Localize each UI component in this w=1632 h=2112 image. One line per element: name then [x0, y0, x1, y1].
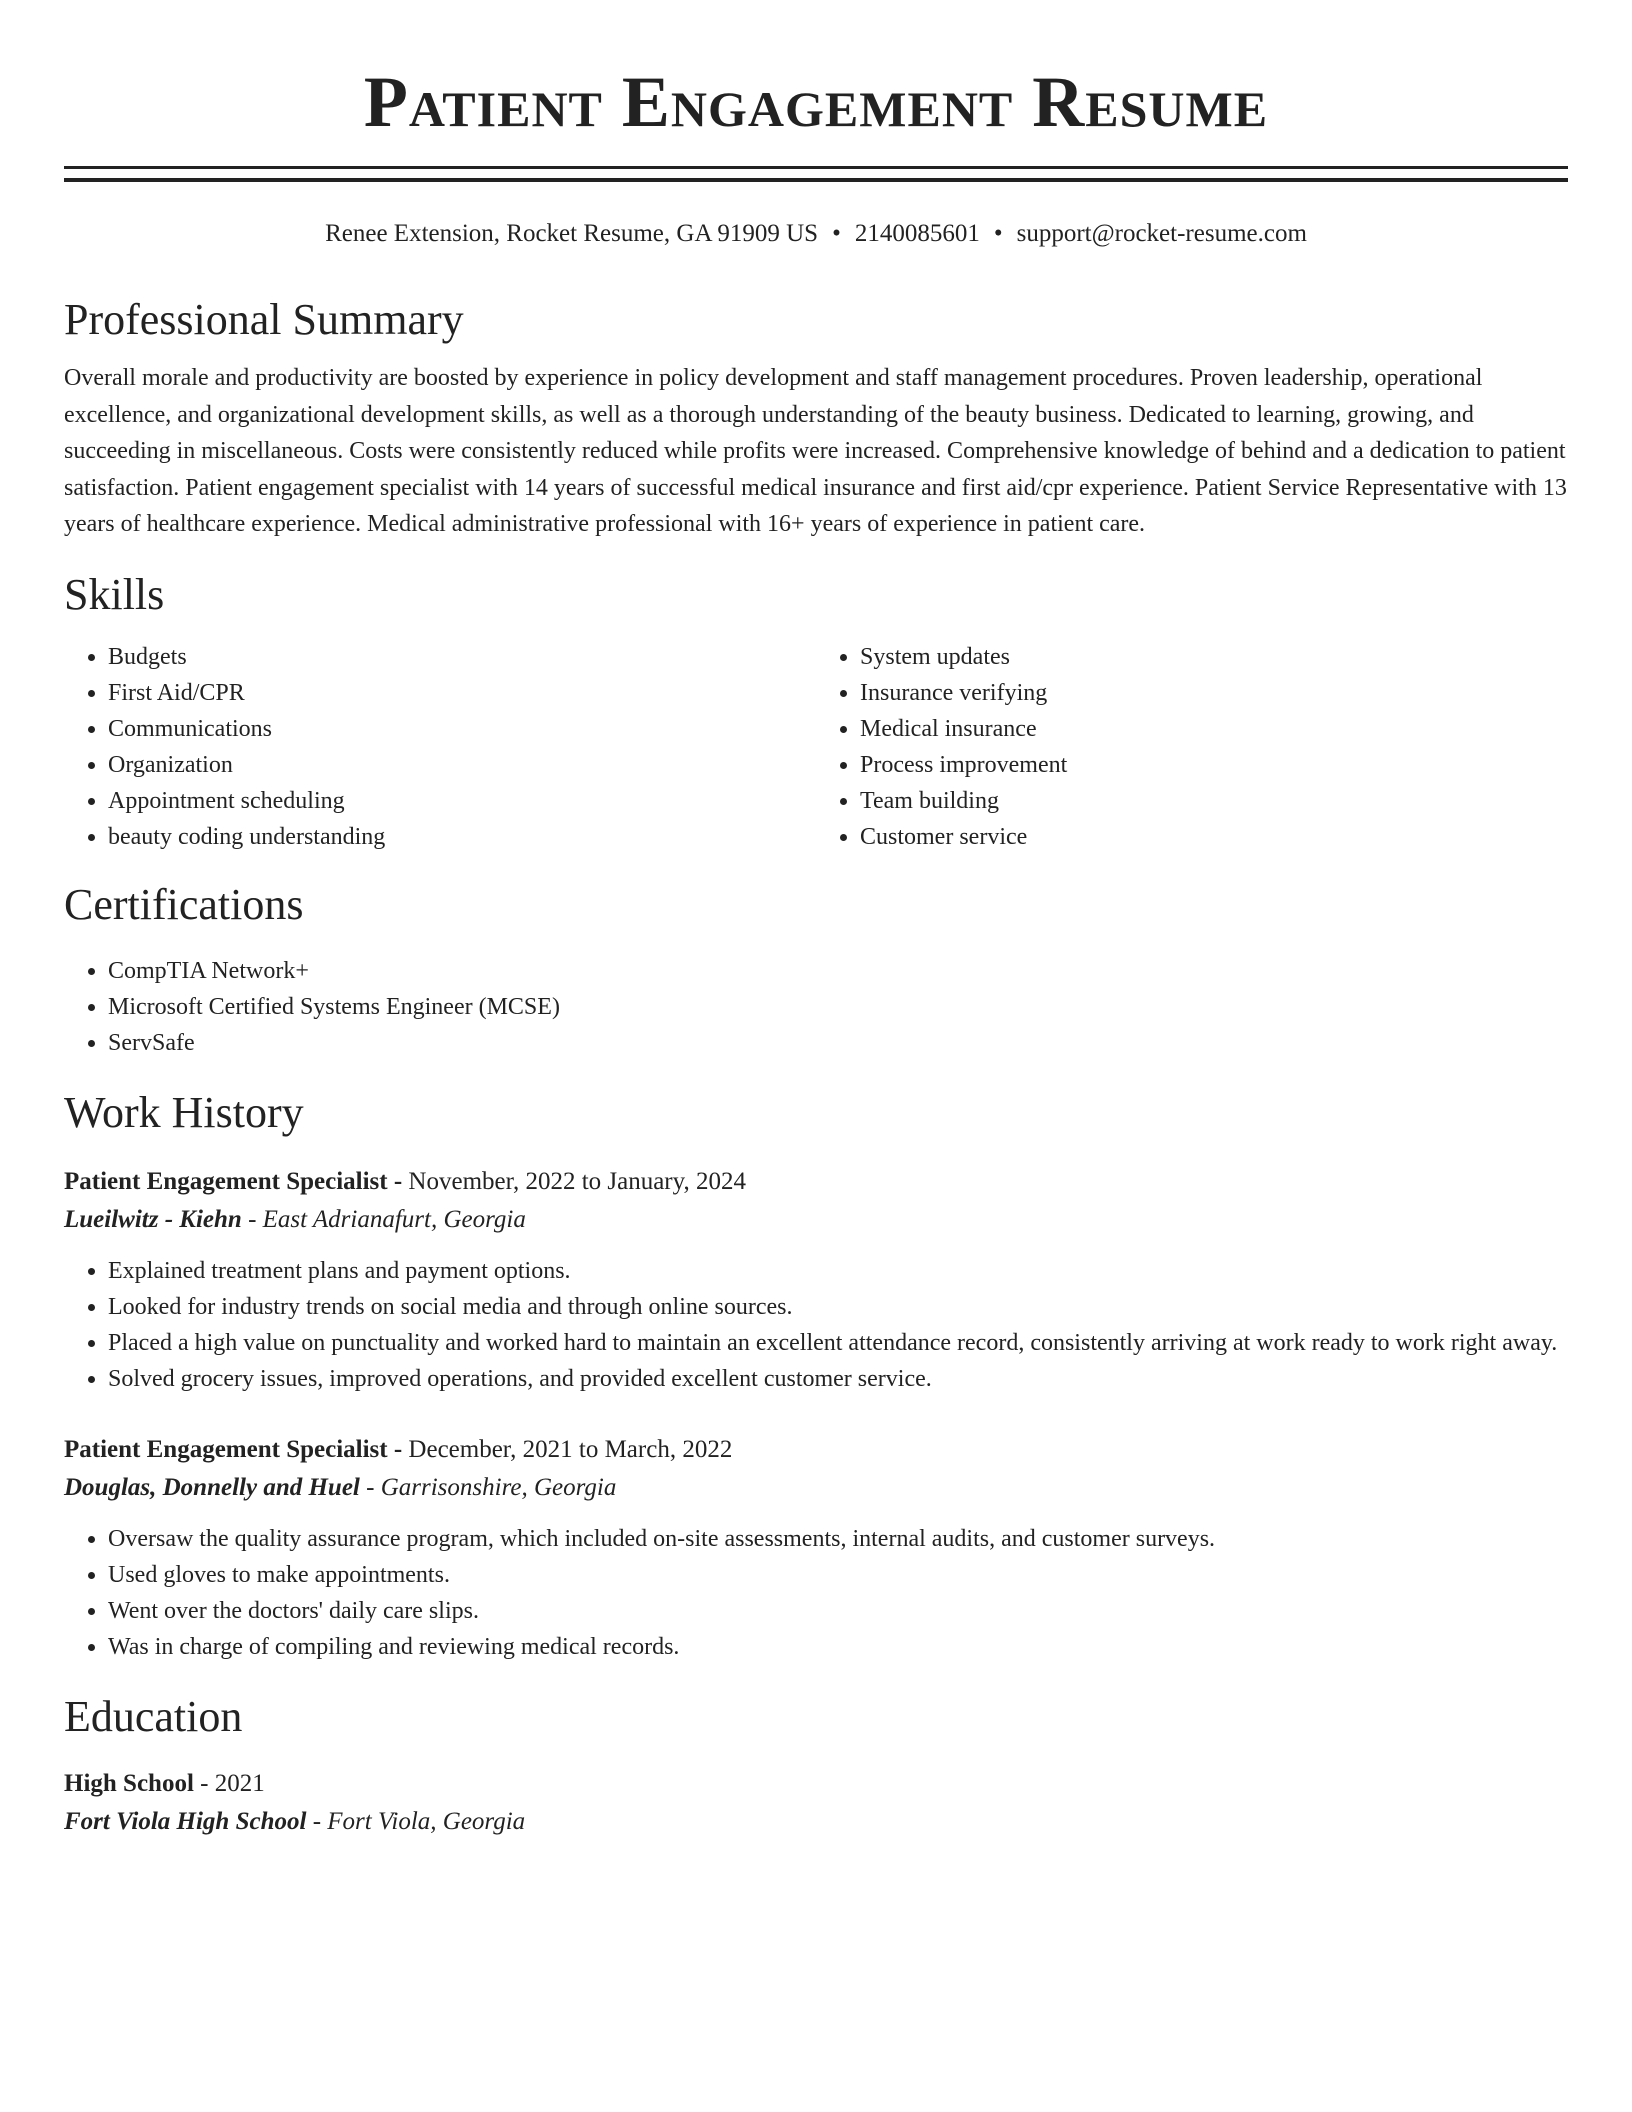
job-entry — [64, 1163, 1568, 1397]
skill-item: • System updates — [860, 639, 1568, 675]
skill-item: • Insurance verifying — [860, 675, 1568, 711]
education-school: Fort Viola High School — [64, 1807, 307, 1835]
company-name: Lueilwitz - Kiehn — [64, 1205, 242, 1233]
job-dates: December, 2021 to March, 2022 — [408, 1435, 733, 1463]
job-bullet: • Was in charge of compiling and reviewing medical records. — [108, 1629, 1568, 1665]
company-location: East Adrianafurt, Georgia — [262, 1205, 526, 1233]
skill-item: • beauty coding understanding — [108, 819, 816, 855]
education-year: 2021 — [214, 1769, 265, 1797]
company-dash: - — [366, 1473, 375, 1501]
company-line — [64, 1201, 1568, 1239]
job-title-line — [64, 1163, 1568, 1201]
company-line — [64, 1469, 1568, 1507]
job-bullets — [64, 1253, 1568, 1397]
company-location: Garrisonshire, Georgia — [380, 1473, 617, 1501]
skill-item: • Organization — [108, 747, 816, 783]
summary-heading: Professional Summary — [64, 295, 464, 344]
contact-phone: 2140085601 — [854, 220, 980, 247]
job-bullets — [64, 1521, 1568, 1665]
certifications-list — [64, 953, 1568, 1061]
company-name: Douglas, Donnelly and Huel — [64, 1473, 360, 1501]
education-dash: - — [312, 1807, 322, 1835]
job-bullet: • Explained treatment plans and payment options. — [108, 1253, 1568, 1289]
certifications-heading: Certifications — [64, 879, 304, 929]
work-history-heading: Work History — [64, 1087, 304, 1137]
job-bullet: • Used gloves to make appointments. — [108, 1557, 1568, 1593]
title-divider — [64, 166, 1568, 182]
job-bullet: • Looked for industry trends on social media and through online sources. — [108, 1289, 1568, 1325]
job-title: Patient Engagement Specialist — [64, 1435, 388, 1463]
skill-item: • Customer service — [860, 819, 1568, 855]
education-degree-line — [64, 1765, 1568, 1803]
job-bullet: • Oversaw the quality assurance program, which included on-site assessments, internal audits, and customer surveys. — [108, 1521, 1568, 1557]
skills-heading: Skills — [64, 569, 165, 619]
summary-text: Overall morale and productivity are boosted by experience in policy development and staff management procedures. Proven leadership, operational excellence, and organizational development skills, as well as a thorough understanding of the beauty business. Dedicated to learning, growing, and succeeding in miscellaneous. Costs were consistently reduced while profits were increased. Comprehensive knowledge of behind and a dedication to patient satisfaction. Patient engagement specialist with 14 years of successful medical insurance and first aid/cpr experience. Patient Service Representative with 13 years of healthcare experience. Medical administrative professional with 16+ years of experience in patient care. — [64, 365, 1567, 537]
job-bullet: • Went over the doctors' daily care slips. — [108, 1593, 1568, 1629]
job-bullet: • Solved grocery issues, improved operations, and provided excellent customer service. — [108, 1361, 1568, 1397]
education-school-line — [64, 1803, 1568, 1841]
skill-item: • Budgets — [108, 639, 816, 675]
certification-item: • Microsoft Certified Systems Engineer (MCSE) — [108, 989, 1568, 1025]
skills-grid — [64, 639, 1568, 855]
contact-line — [64, 218, 1568, 250]
education-heading: Education — [64, 1691, 243, 1741]
skills-list-left — [64, 639, 816, 855]
job-entry — [64, 1431, 1568, 1665]
job-dates: November, 2022 to January, 2024 — [408, 1167, 747, 1195]
job-bullet: • Placed a high value on punctuality and worked hard to maintain an excellent attendance record, consistently arriving at work ready to work right away. — [108, 1325, 1568, 1361]
contact-address: Renee Extension, Rocket Resume, GA 91909 US — [325, 220, 819, 247]
contact-separator: • — [832, 220, 841, 247]
certification-item: • CompTIA Network+ — [108, 953, 1568, 989]
skill-item: • Team building — [860, 783, 1568, 819]
education-degree: High School — [64, 1769, 194, 1797]
skill-item: • Communications — [108, 711, 816, 747]
certification-item: • ServSafe — [108, 1025, 1568, 1061]
company-dash: - — [248, 1205, 257, 1233]
job-title: Patient Engagement Specialist — [64, 1167, 388, 1195]
job-dash: - — [393, 1435, 403, 1463]
skills-list-right — [816, 639, 1568, 855]
skill-item: • First Aid/CPR — [108, 675, 816, 711]
contact-email: support@rocket-resume.com — [1016, 220, 1307, 247]
contact-separator: • — [993, 220, 1003, 247]
skill-item: • Medical insurance — [860, 711, 1568, 747]
resume-title: Patient Engagement Resume — [363, 62, 1269, 142]
job-dash: - — [393, 1167, 403, 1195]
job-title-line — [64, 1431, 1568, 1469]
education-dash: - — [200, 1769, 209, 1797]
education-location: Fort Viola, Georgia — [327, 1807, 526, 1835]
skill-item: • Process improvement — [860, 747, 1568, 783]
skill-item: • Appointment scheduling — [108, 783, 816, 819]
